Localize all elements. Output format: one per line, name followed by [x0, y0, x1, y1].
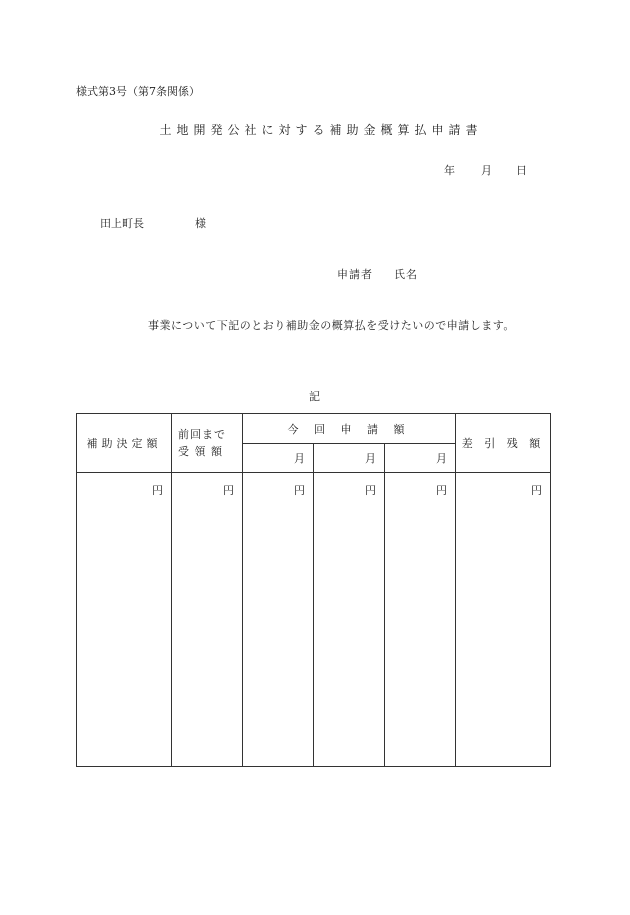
- date-day-label: 日: [516, 164, 527, 177]
- col-decision-header: 補助決定額: [77, 414, 172, 473]
- applicant-line: [337, 269, 418, 280]
- col-balance-header: 差 引 残 額: [456, 414, 551, 473]
- ki-heading: 記: [309, 390, 320, 403]
- applicant-name-label: 氏名: [394, 268, 418, 281]
- yen-cell-current-3: 円: [385, 473, 456, 767]
- request-statement: 事業について下記のとおり補助金の概算払を受けたいので申請します。: [148, 319, 515, 332]
- date-year-label: 年: [444, 164, 455, 177]
- month-cell-2: 月: [314, 444, 385, 473]
- yen-cell-decision: 円: [77, 473, 172, 767]
- yen-cell-current-2: 円: [314, 473, 385, 767]
- month-cell-3: 月: [385, 444, 456, 473]
- applicant-role: 申請者: [337, 268, 373, 281]
- addressee-honorific: 様: [195, 217, 206, 230]
- yen-cell-balance: 円: [456, 473, 551, 767]
- form-id: 様式第3号（第7条関係）: [76, 85, 200, 98]
- amount-table: [76, 413, 551, 767]
- col-prev-header: [172, 414, 243, 473]
- col-current-header: 今 回 申 請 額: [243, 414, 456, 444]
- col-prev-line2: 受 領 額: [178, 445, 223, 458]
- yen-cell-current-1: 円: [243, 473, 314, 767]
- document-title: 土地開発公社に対する補助金概算払申請書: [159, 123, 483, 137]
- header-row-1: [77, 414, 551, 444]
- body-row: [77, 473, 551, 767]
- yen-cell-prev: 円: [172, 473, 243, 767]
- date-month-label: 月: [481, 164, 492, 177]
- month-cell-1: 月: [243, 444, 314, 473]
- col-prev-line1: 前回まで: [178, 428, 226, 441]
- addressee-name: 田上町長: [100, 217, 144, 230]
